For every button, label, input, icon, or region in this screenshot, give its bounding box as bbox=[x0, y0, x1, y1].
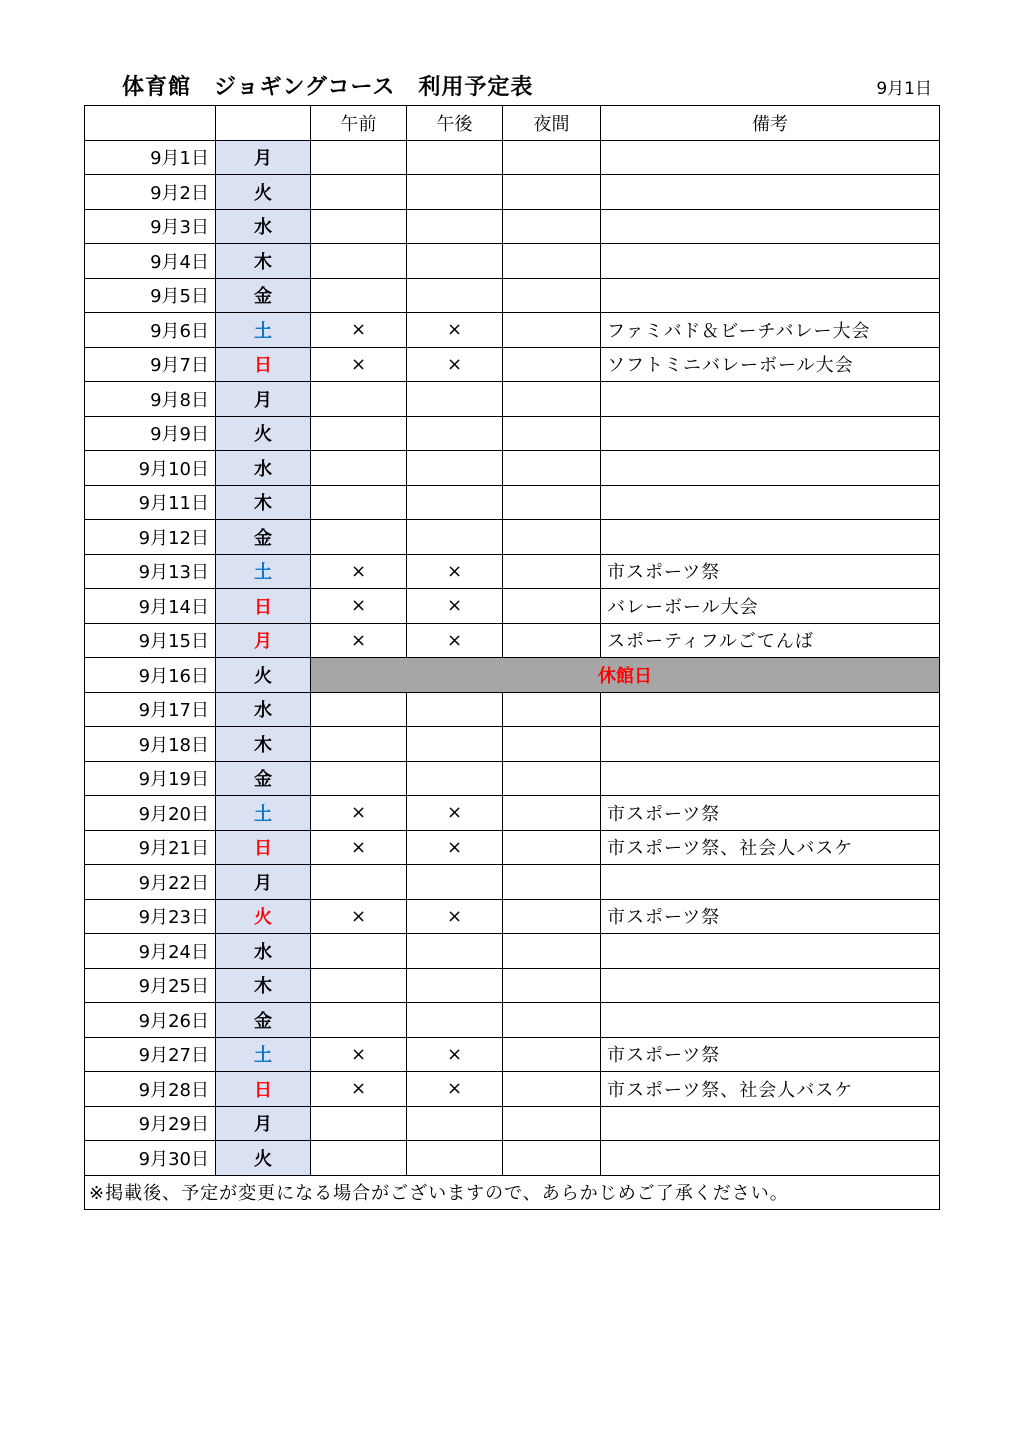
issue-date: 9月1日 bbox=[876, 79, 932, 99]
table-row bbox=[85, 485, 940, 520]
am-cell bbox=[311, 244, 407, 279]
remarks-cell bbox=[601, 382, 940, 417]
weekday-cell: 木 bbox=[216, 485, 311, 520]
pm-cell: × bbox=[407, 554, 503, 589]
table-row bbox=[85, 382, 940, 417]
remarks-cell bbox=[601, 865, 940, 900]
table-row bbox=[85, 968, 940, 1003]
remarks-cell bbox=[601, 209, 940, 244]
am-cell bbox=[311, 451, 407, 486]
remarks-cell bbox=[601, 416, 940, 451]
weekday-cell: 日 bbox=[216, 1072, 311, 1107]
table-row bbox=[85, 796, 940, 831]
weekday-cell: 木 bbox=[216, 727, 311, 762]
weekday-cell: 土 bbox=[216, 313, 311, 348]
table-row bbox=[85, 727, 940, 762]
night-cell bbox=[503, 830, 601, 865]
pm-cell bbox=[407, 1141, 503, 1176]
am-cell bbox=[311, 1141, 407, 1176]
remarks-cell: スポーティフルごてんば bbox=[601, 623, 940, 658]
pm-cell: × bbox=[407, 1072, 503, 1107]
am-cell bbox=[311, 692, 407, 727]
night-cell bbox=[503, 451, 601, 486]
night-cell bbox=[503, 382, 601, 417]
weekday-cell: 月 bbox=[216, 1106, 311, 1141]
am-cell bbox=[311, 1106, 407, 1141]
weekday-cell: 日 bbox=[216, 830, 311, 865]
pm-cell: × bbox=[407, 313, 503, 348]
date-cell: 9月30日 bbox=[85, 1141, 216, 1176]
am-cell: × bbox=[311, 313, 407, 348]
remarks-cell bbox=[601, 727, 940, 762]
night-cell bbox=[503, 727, 601, 762]
am-cell: × bbox=[311, 830, 407, 865]
weekday-cell: 火 bbox=[216, 1141, 311, 1176]
header-am: 午前 bbox=[311, 106, 407, 141]
am-cell: × bbox=[311, 623, 407, 658]
remarks-cell: 市スポーツ祭 bbox=[601, 554, 940, 589]
pm-cell bbox=[407, 244, 503, 279]
weekday-cell: 土 bbox=[216, 796, 311, 831]
night-cell bbox=[503, 209, 601, 244]
weekday-cell: 火 bbox=[216, 416, 311, 451]
table-row bbox=[85, 451, 940, 486]
remarks-cell bbox=[601, 1141, 940, 1176]
remarks-cell bbox=[601, 244, 940, 279]
date-cell: 9月2日 bbox=[85, 175, 216, 210]
weekday-cell: 金 bbox=[216, 1003, 311, 1038]
night-cell bbox=[503, 278, 601, 313]
table-row bbox=[85, 278, 940, 313]
weekday-cell: 土 bbox=[216, 1037, 311, 1072]
weekday-cell: 火 bbox=[216, 175, 311, 210]
night-cell bbox=[503, 485, 601, 520]
am-cell: × bbox=[311, 347, 407, 382]
schedule-table bbox=[84, 105, 940, 1210]
date-cell: 9月19日 bbox=[85, 761, 216, 796]
remarks-cell: 市スポーツ祭 bbox=[601, 796, 940, 831]
night-cell bbox=[503, 313, 601, 348]
night-cell bbox=[503, 796, 601, 831]
weekday-cell: 月 bbox=[216, 382, 311, 417]
weekday-cell: 日 bbox=[216, 347, 311, 382]
header-dow-cell bbox=[216, 106, 311, 141]
date-cell: 9月28日 bbox=[85, 1072, 216, 1107]
remarks-cell bbox=[601, 451, 940, 486]
table-row bbox=[85, 1003, 940, 1038]
weekday-cell: 水 bbox=[216, 209, 311, 244]
date-cell: 9月15日 bbox=[85, 623, 216, 658]
table-row bbox=[85, 1072, 940, 1107]
remarks-cell: 市スポーツ祭 bbox=[601, 899, 940, 934]
night-cell bbox=[503, 1141, 601, 1176]
pm-cell: × bbox=[407, 623, 503, 658]
am-cell: × bbox=[311, 589, 407, 624]
am-cell bbox=[311, 934, 407, 969]
night-cell bbox=[503, 347, 601, 382]
footnote: ※掲載後、予定が変更になる場合がございますので、あらかじめご了承ください。 bbox=[85, 1175, 940, 1210]
am-cell bbox=[311, 727, 407, 762]
date-cell: 9月7日 bbox=[85, 347, 216, 382]
date-cell: 9月5日 bbox=[85, 278, 216, 313]
night-cell bbox=[503, 244, 601, 279]
date-cell: 9月27日 bbox=[85, 1037, 216, 1072]
night-cell bbox=[503, 175, 601, 210]
table-row bbox=[85, 658, 940, 693]
date-cell: 9月3日 bbox=[85, 209, 216, 244]
night-cell bbox=[503, 968, 601, 1003]
remarks-cell bbox=[601, 278, 940, 313]
night-cell bbox=[503, 761, 601, 796]
date-cell: 9月23日 bbox=[85, 899, 216, 934]
date-cell: 9月18日 bbox=[85, 727, 216, 762]
date-cell: 9月1日 bbox=[85, 140, 216, 175]
date-cell: 9月9日 bbox=[85, 416, 216, 451]
date-cell: 9月22日 bbox=[85, 865, 216, 900]
am-cell: × bbox=[311, 899, 407, 934]
date-cell: 9月26日 bbox=[85, 1003, 216, 1038]
table-row bbox=[85, 140, 940, 175]
date-cell: 9月11日 bbox=[85, 485, 216, 520]
am-cell bbox=[311, 140, 407, 175]
remarks-cell: 市スポーツ祭、社会人バスケ bbox=[601, 1072, 940, 1107]
weekday-cell: 木 bbox=[216, 244, 311, 279]
pm-cell bbox=[407, 934, 503, 969]
am-cell bbox=[311, 485, 407, 520]
night-cell bbox=[503, 1003, 601, 1038]
remarks-cell bbox=[601, 140, 940, 175]
am-cell bbox=[311, 416, 407, 451]
table-row bbox=[85, 692, 940, 727]
am-cell: × bbox=[311, 554, 407, 589]
am-cell bbox=[311, 209, 407, 244]
remarks-cell: ソフトミニバレーボール大会 bbox=[601, 347, 940, 382]
date-cell: 9月10日 bbox=[85, 451, 216, 486]
date-cell: 9月20日 bbox=[85, 796, 216, 831]
remarks-cell bbox=[601, 934, 940, 969]
pm-cell bbox=[407, 865, 503, 900]
remarks-cell bbox=[601, 1106, 940, 1141]
header-row bbox=[85, 106, 940, 141]
table-row bbox=[85, 554, 940, 589]
pm-cell bbox=[407, 416, 503, 451]
weekday-cell: 金 bbox=[216, 761, 311, 796]
am-cell: × bbox=[311, 1072, 407, 1107]
night-cell bbox=[503, 416, 601, 451]
date-cell: 9月29日 bbox=[85, 1106, 216, 1141]
weekday-cell: 水 bbox=[216, 451, 311, 486]
night-cell bbox=[503, 554, 601, 589]
remarks-cell bbox=[601, 692, 940, 727]
footnote-row bbox=[85, 1175, 940, 1210]
night-cell bbox=[503, 865, 601, 900]
header-pm: 午後 bbox=[407, 106, 503, 141]
pm-cell bbox=[407, 278, 503, 313]
am-cell bbox=[311, 175, 407, 210]
pm-cell bbox=[407, 727, 503, 762]
pm-cell: × bbox=[407, 899, 503, 934]
pm-cell bbox=[407, 485, 503, 520]
date-cell: 9月8日 bbox=[85, 382, 216, 417]
table-row bbox=[85, 244, 940, 279]
remarks-cell bbox=[601, 968, 940, 1003]
am-cell bbox=[311, 865, 407, 900]
night-cell bbox=[503, 140, 601, 175]
am-cell bbox=[311, 278, 407, 313]
page-title: 体育館 ジョギングコース 利用予定表 bbox=[122, 75, 534, 100]
pm-cell: × bbox=[407, 589, 503, 624]
date-cell: 9月4日 bbox=[85, 244, 216, 279]
weekday-cell: 月 bbox=[216, 140, 311, 175]
pm-cell: × bbox=[407, 830, 503, 865]
night-cell bbox=[503, 934, 601, 969]
date-cell: 9月21日 bbox=[85, 830, 216, 865]
remarks-cell bbox=[601, 485, 940, 520]
remarks-cell bbox=[601, 520, 940, 555]
am-cell bbox=[311, 520, 407, 555]
am-cell bbox=[311, 382, 407, 417]
date-cell: 9月6日 bbox=[85, 313, 216, 348]
date-cell: 9月25日 bbox=[85, 968, 216, 1003]
weekday-cell: 金 bbox=[216, 278, 311, 313]
night-cell bbox=[503, 692, 601, 727]
pm-cell bbox=[407, 968, 503, 1003]
table-row bbox=[85, 1141, 940, 1176]
table-row bbox=[85, 1037, 940, 1072]
table-row bbox=[85, 899, 940, 934]
night-cell bbox=[503, 1072, 601, 1107]
night-cell bbox=[503, 589, 601, 624]
header-remarks: 備考 bbox=[601, 106, 940, 141]
table-row bbox=[85, 416, 940, 451]
closed-day-cell: 休館日 bbox=[311, 658, 940, 693]
date-cell: 9月24日 bbox=[85, 934, 216, 969]
remarks-cell: バレーボール大会 bbox=[601, 589, 940, 624]
pm-cell bbox=[407, 761, 503, 796]
table-row bbox=[85, 520, 940, 555]
table-row bbox=[85, 1106, 940, 1141]
weekday-cell: 火 bbox=[216, 899, 311, 934]
weekday-cell: 月 bbox=[216, 865, 311, 900]
date-cell: 9月13日 bbox=[85, 554, 216, 589]
date-cell: 9月16日 bbox=[85, 658, 216, 693]
pm-cell: × bbox=[407, 1037, 503, 1072]
remarks-cell: 市スポーツ祭 bbox=[601, 1037, 940, 1072]
remarks-cell bbox=[601, 761, 940, 796]
weekday-cell: 木 bbox=[216, 968, 311, 1003]
table-row bbox=[85, 623, 940, 658]
weekday-cell: 火 bbox=[216, 658, 311, 693]
table-row bbox=[85, 761, 940, 796]
weekday-cell: 水 bbox=[216, 934, 311, 969]
night-cell bbox=[503, 520, 601, 555]
table-row bbox=[85, 830, 940, 865]
table-row bbox=[85, 313, 940, 348]
am-cell bbox=[311, 968, 407, 1003]
pm-cell bbox=[407, 451, 503, 486]
table-row bbox=[85, 347, 940, 382]
date-cell: 9月14日 bbox=[85, 589, 216, 624]
weekday-cell: 月 bbox=[216, 623, 311, 658]
pm-cell bbox=[407, 1003, 503, 1038]
pm-cell: × bbox=[407, 796, 503, 831]
weekday-cell: 日 bbox=[216, 589, 311, 624]
date-cell: 9月12日 bbox=[85, 520, 216, 555]
am-cell: × bbox=[311, 1037, 407, 1072]
table-row bbox=[85, 589, 940, 624]
pm-cell: × bbox=[407, 347, 503, 382]
table-row bbox=[85, 934, 940, 969]
remarks-cell: 市スポーツ祭、社会人バスケ bbox=[601, 830, 940, 865]
table-row bbox=[85, 209, 940, 244]
night-cell bbox=[503, 1106, 601, 1141]
am-cell: × bbox=[311, 796, 407, 831]
am-cell bbox=[311, 1003, 407, 1038]
date-cell: 9月17日 bbox=[85, 692, 216, 727]
am-cell bbox=[311, 761, 407, 796]
pm-cell bbox=[407, 382, 503, 417]
remarks-cell bbox=[601, 1003, 940, 1038]
weekday-cell: 金 bbox=[216, 520, 311, 555]
pm-cell bbox=[407, 175, 503, 210]
header-night: 夜間 bbox=[503, 106, 601, 141]
pm-cell bbox=[407, 520, 503, 555]
remarks-cell: ファミバド＆ビーチバレー大会 bbox=[601, 313, 940, 348]
night-cell bbox=[503, 623, 601, 658]
night-cell bbox=[503, 899, 601, 934]
pm-cell bbox=[407, 140, 503, 175]
table-row bbox=[85, 175, 940, 210]
remarks-cell bbox=[601, 175, 940, 210]
pm-cell bbox=[407, 692, 503, 727]
header-date-cell bbox=[85, 106, 216, 141]
pm-cell bbox=[407, 1106, 503, 1141]
pm-cell bbox=[407, 209, 503, 244]
night-cell bbox=[503, 1037, 601, 1072]
weekday-cell: 水 bbox=[216, 692, 311, 727]
table-row bbox=[85, 865, 940, 900]
weekday-cell: 土 bbox=[216, 554, 311, 589]
